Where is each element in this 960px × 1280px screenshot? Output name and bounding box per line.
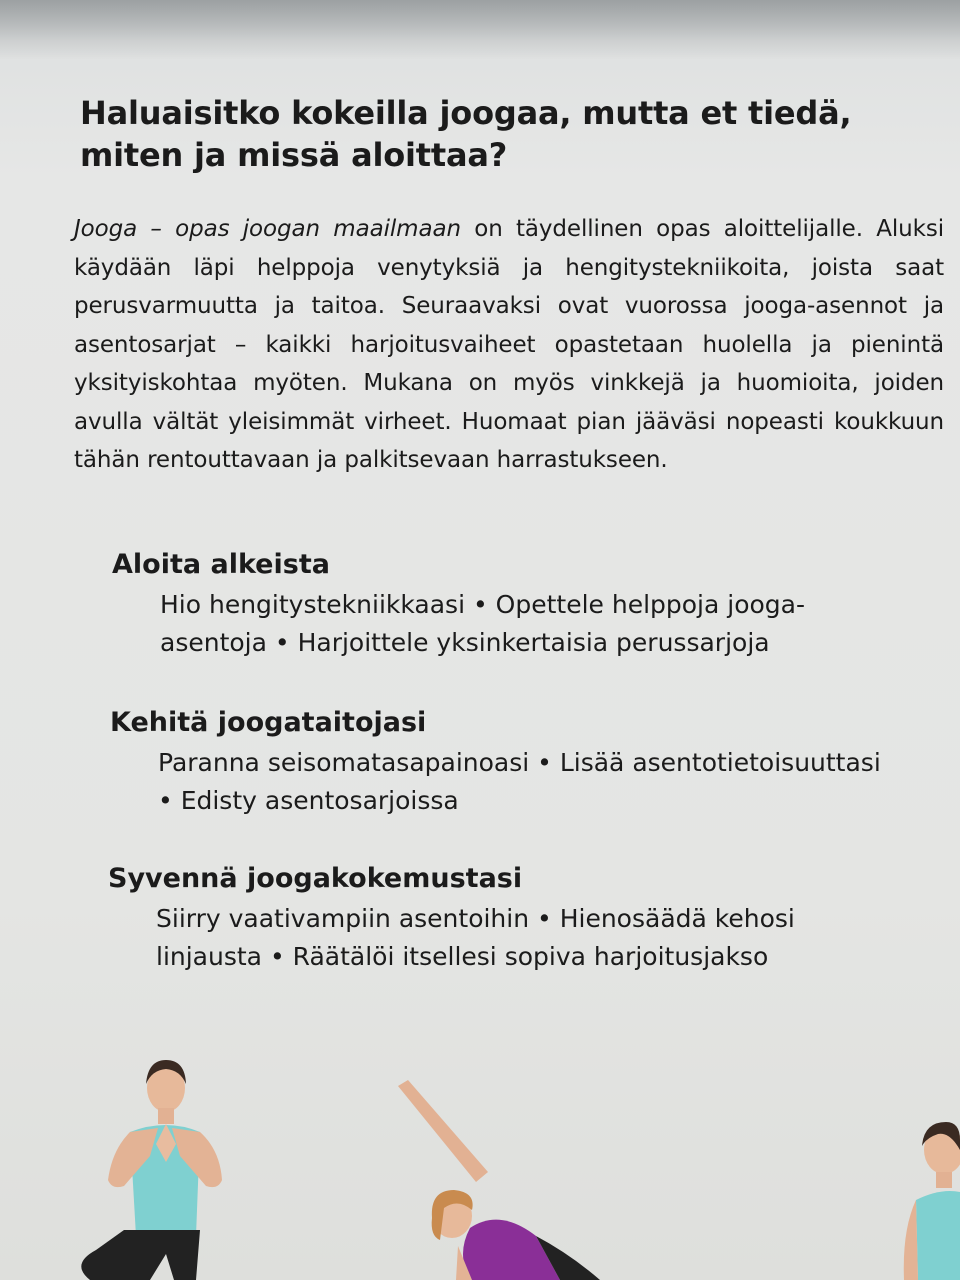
section-body: Paranna seisomatasapainoasi • Lisää asentotietoisuuttasi • Edisty asentosarjoissa <box>158 748 881 815</box>
section-beginner <box>112 548 932 662</box>
headline: Haluaisitko kokeilla joogaa, mutta et tiedä, miten ja missä aloittaa? <box>80 94 852 174</box>
cover-top-shadow <box>0 0 960 60</box>
section-title: Kehitä joogataitojasi <box>110 707 427 738</box>
section-develop <box>110 706 930 820</box>
book-title: Jooga – opas joogan maailmaan <box>74 216 461 242</box>
intro-text: on täydellinen opas aloittelijalle. Aluksi käydään läpi helppoja venytyksiä ja hengitystekniikoita, joista saat perusvarmuutta ja taitoa. Seuraavaksi ovat vuorossa jooga-asennot ja asentosarjat – kaikki harjoitusvaiheet opastetaan huolella ja pienintä yksityiskohtaa myöten. Mukana on myös vinkkejä ja huomioita, joiden avulla vältät yleisimmät virheet. Huomaat pian jääväsi nopeasti koukkuun tähän rentouttavaan ja palkitsevaan harrastukseen. <box>74 216 944 473</box>
section-deepen <box>108 862 928 976</box>
seated-meditation-figure <box>904 1122 960 1280</box>
section-body: Hio hengitystekniikkaasi • Opettele helppoja jooga-asentoja • Harjoittele yksinkertaisia perussarjoja <box>160 590 806 657</box>
yoga-figures-photo-strip <box>0 1040 960 1280</box>
standing-tree-pose-figure <box>81 1060 222 1280</box>
intro-paragraph <box>74 210 944 480</box>
side-angle-stretch-figure <box>398 1080 600 1280</box>
section-title: Aloita alkeista <box>112 549 330 580</box>
section-body: Siirry vaativampiin asentoihin • Hienosäädä kehosi linjausta • Räätälöi itsellesi sopiva harjoitusjakso <box>156 904 795 971</box>
section-title: Syvennä joogakokemustasi <box>108 863 523 894</box>
